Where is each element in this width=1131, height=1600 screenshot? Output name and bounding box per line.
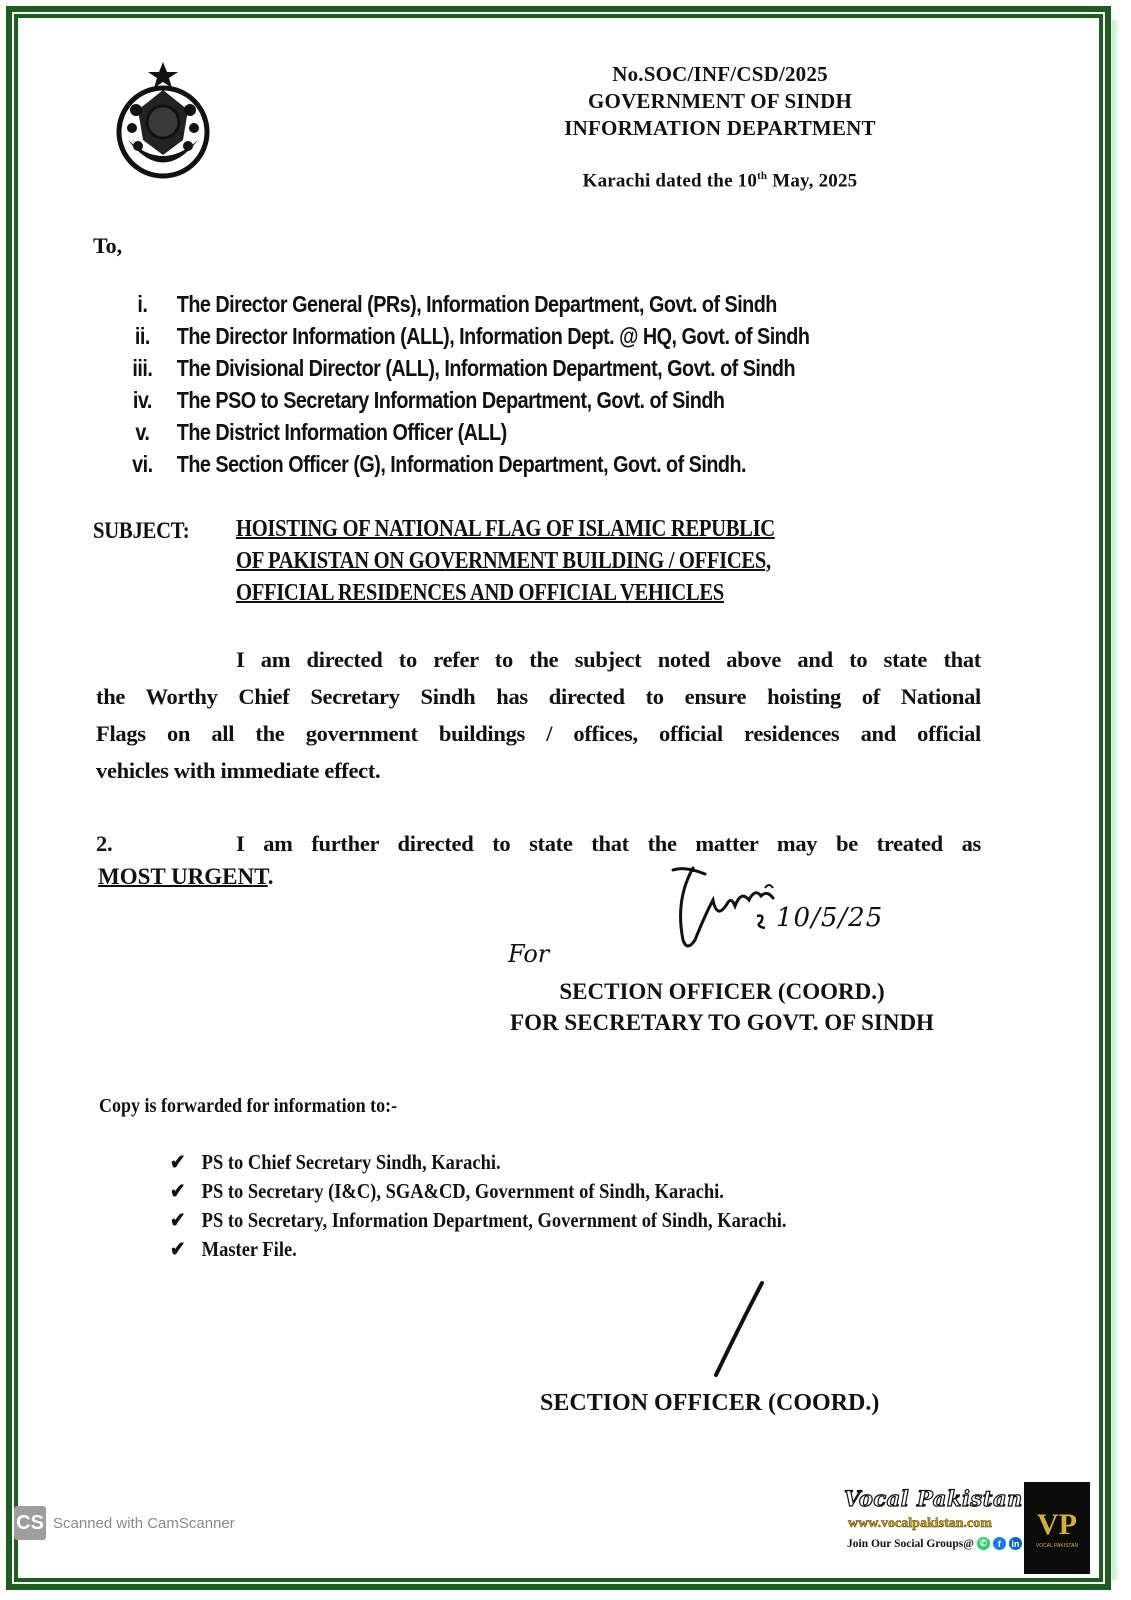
whatsapp-icon[interactable]: ✆ (977, 1537, 990, 1550)
date-rest: May, 2025 (767, 170, 858, 192)
signatory-title-line2: FOR SECRETARY TO GOVT. OF SINDH (510, 1010, 934, 1035)
handwritten-for: For (508, 940, 550, 968)
date-ordinal: th (757, 170, 768, 182)
vocal-pakistan-branding (838, 1480, 1088, 1578)
copy-recipient-text: Master File. (201, 1237, 297, 1261)
reference-number: No.SOC/INF/CSD/2025 (612, 62, 828, 86)
page-border-inner (14, 14, 1103, 1582)
facebook-icon[interactable]: f (993, 1537, 1006, 1550)
addressee-number: vi. (132, 451, 153, 477)
brand-name: Vocal Pakistan (844, 1486, 1023, 1511)
page-edge-glow (1112, 20, 1118, 1580)
body-paragraph-line: Flags on all the government buildings / offices, official residences and official (96, 721, 981, 746)
addressee-number: iii. (132, 355, 153, 381)
linkedin-icon[interactable]: in (1009, 1537, 1022, 1550)
checkmark-icon: ✔ (170, 1208, 186, 1232)
subject-label: SUBJECT: (93, 518, 190, 543)
addressee-text: The Section Officer (G), Information Department, Govt. of Sindh. (176, 451, 746, 477)
most-urgent-emphasis: MOST URGENT (98, 864, 268, 889)
department-name: INFORMATION DEPARTMENT (564, 116, 876, 140)
addressee-number: ii. (134, 323, 150, 349)
government-name: GOVERNMENT OF SINDH (588, 89, 852, 113)
brand-join-text: Join Our Social Groups@ (847, 1537, 974, 1550)
subject-line: OFFICIAL RESIDENCES AND OFFICIAL VEHICLES (236, 580, 724, 606)
initial-stroke-icon (700, 1275, 790, 1385)
checkmark-icon: ✔ (170, 1237, 186, 1261)
copy-recipient-item (170, 1179, 724, 1204)
addressee-item (108, 387, 724, 414)
addressee-item (108, 419, 507, 446)
brand-logo (1024, 1482, 1090, 1574)
copy-recipient-item (170, 1237, 297, 1262)
salutation: To, (93, 233, 123, 258)
addressee-text: The Director Information (ALL), Information Dept. @ HQ, Govt. of Sindh (176, 323, 810, 349)
copy-forwarded-label: Copy is forwarded for information to:- (99, 1095, 398, 1117)
urgency-note (98, 864, 274, 890)
brand-social-row (847, 1537, 1022, 1550)
copy-recipient-text: PS to Secretary (I&C), SGA&CD, Government of Sindh, Karachi. (201, 1179, 724, 1203)
paragraph-number: 2. (96, 831, 113, 856)
body-paragraph-line: I am further directed to state that the matter may be treated as (236, 831, 981, 856)
addressee-item (108, 355, 795, 382)
addressee-number: v. (135, 419, 150, 445)
brand-url[interactable]: www.vocalpakistan.com (848, 1516, 992, 1531)
brand-monogram-caption: VOCAL PAKISTAN (1035, 1542, 1079, 1549)
addressee-text: The PSO to Secretary Information Department, Govt. of Sindh (176, 387, 725, 413)
addressee-item (108, 451, 746, 478)
camscanner-logo-icon: CS (14, 1506, 46, 1540)
body-paragraph-line: I am directed to refer to the subject noted above and to state that (236, 647, 981, 672)
signatory-title-line1: SECTION OFFICER (COORD.) (559, 979, 885, 1004)
addressee-item (108, 291, 777, 318)
date-prefix: Karachi dated the 10 (582, 170, 758, 192)
signatory-title-2: SECTION OFFICER (COORD.) (540, 1390, 880, 1416)
copy-recipient-text: PS to Secretary, Information Department, Government of Sindh, Karachi. (201, 1208, 787, 1232)
addressee-text: The Divisional Director (ALL), Information Department, Govt. of Sindh (176, 355, 796, 381)
subject-line: HOISTING OF NATIONAL FLAG OF ISLAMIC REPUBLIC (236, 516, 775, 542)
addressee-item (108, 323, 809, 350)
addressee-number: iv. (132, 387, 152, 413)
camscanner-text: Scanned with CamScanner (53, 1514, 235, 1532)
body-paragraph-line: vehicles with immediate effect. (96, 758, 381, 783)
checkmark-icon: ✔ (170, 1179, 186, 1203)
government-of-sindh-seal-icon (108, 60, 218, 185)
addressee-text: The Director General (PRs), Information Department, Govt. of Sindh (176, 291, 777, 317)
brand-monogram: VP (1037, 1507, 1077, 1541)
subject-line: OF PAKISTAN ON GOVERNMENT BUILDING / OFFICES, (236, 548, 771, 574)
urgency-period: . (267, 864, 274, 889)
copy-recipient-item (170, 1150, 501, 1175)
letter-date (480, 170, 960, 192)
copy-recipient-text: PS to Chief Secretary Sindh, Karachi. (201, 1150, 501, 1174)
body-paragraph-line: the Worthy Chief Secretary Sindh has directed to ensure hoisting of National (96, 684, 981, 709)
handwritten-date: 10/5/25 (776, 903, 884, 933)
addressee-number: i. (137, 291, 148, 317)
checkmark-icon: ✔ (170, 1150, 186, 1174)
camscanner-watermark (14, 1506, 235, 1540)
signatory-title (466, 976, 978, 1038)
copy-recipient-item (170, 1208, 786, 1233)
addressee-text: The District Information Officer (ALL) (176, 419, 507, 445)
